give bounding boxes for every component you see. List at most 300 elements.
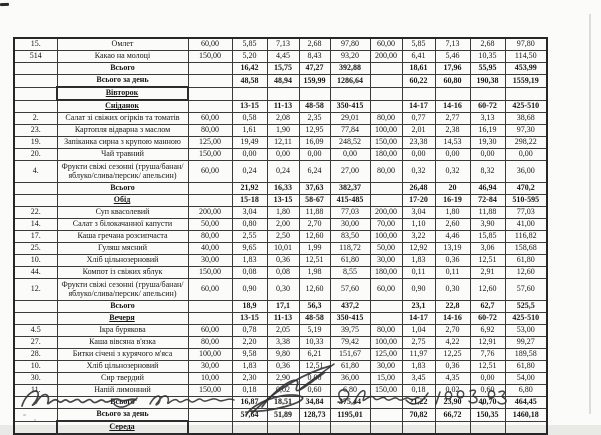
row-number: 4.5 [14,325,57,337]
value-cell: 23,1 [402,301,435,313]
value-cell: 3,38 [267,337,299,349]
value-cell: 11,88 [299,207,330,219]
value-cell [370,301,402,313]
value-cell: 30,00 [188,255,232,267]
value-cell [188,409,232,422]
value-cell: 9,58 [232,349,267,361]
scan-edge-shadow [589,14,591,414]
value-cell: 350-415 [330,100,370,113]
value-cell: 6,92 [470,325,505,337]
value-cell: 150,00 [370,137,402,149]
value-cell: 2,08 [267,113,299,125]
value-cell: 13,19 [435,243,470,255]
value-cell: 2,75 [402,337,435,349]
meal-header: Обід [57,195,188,207]
row-number: 20. [14,149,57,161]
value-cell: 4,46 [435,231,470,243]
value-cell: 26,48 [402,183,435,195]
dish-name: Чай травний [57,149,188,161]
value-cell: 2,05 [267,325,299,337]
value-cell: 5,46 [435,51,470,63]
value-cell: 48-58 [299,100,330,113]
value-cell: 80,00 [370,325,402,337]
value-cell: 39,75 [330,325,370,337]
value-cell: 19,30 [470,137,505,149]
value-cell: 34,84 [299,397,330,409]
value-cell: 14-17 [402,100,435,113]
row-number: 12. [14,279,57,301]
value-cell [188,87,232,100]
value-cell: 16,42 [232,63,267,75]
value-cell: 2,01 [402,125,435,137]
value-cell: 80,00 [188,337,232,349]
value-cell: 20 [435,183,470,195]
value-cell: 180,00 [370,149,402,161]
value-cell: 61,80 [330,361,370,373]
value-cell: 150,00 [188,385,232,397]
value-cell: 66,72 [435,409,470,422]
value-cell: 16,09 [299,137,330,149]
value-cell: 0,08 [267,267,299,279]
value-cell: 159,99 [299,75,330,88]
value-cell: 6,80 [505,385,547,397]
value-cell: 0,30 [435,279,470,301]
value-cell: 55,95 [470,63,505,75]
value-cell: 80,00 [188,231,232,243]
value-cell: 19,49 [232,137,267,149]
value-cell [370,183,402,195]
value-cell: 15,85 [470,231,505,243]
value-cell: 3,22 [402,231,435,243]
total-label: Всього за день [57,409,188,422]
value-cell: 17-20 [402,195,435,207]
row-number: 23. [14,125,57,137]
value-cell: 0,77 [402,113,435,125]
value-cell [370,313,402,325]
meal-header: Вечеря [57,313,188,325]
value-cell: 50,00 [188,219,232,231]
value-cell: 1559,19 [505,75,547,88]
value-cell: 248,52 [330,137,370,149]
value-cell: 38,68 [505,113,547,125]
dish-name: Омлет [57,38,188,51]
value-cell: 0,08 [232,267,267,279]
value-cell: 100,00 [188,349,232,361]
total-label: Всього за день [57,75,188,88]
value-cell: 11-13 [267,313,299,325]
value-cell [330,87,370,100]
value-cell [232,87,267,100]
value-cell [232,421,267,434]
value-cell: 60,00 [370,38,402,51]
value-cell: 298,22 [505,137,547,149]
value-cell: 60,80 [435,75,470,88]
dish-name: Запіканка сирна з крупою манною [57,137,188,149]
table-row [14,267,547,279]
value-cell: 0,90 [232,279,267,301]
row-number [14,421,57,434]
value-cell: 12,60 [299,231,330,243]
value-cell: 1,61 [232,125,267,137]
value-cell: 0,02 [267,385,299,397]
table-row [14,149,547,161]
value-cell: 6,21 [299,349,330,361]
value-cell [370,195,402,207]
table-row [14,313,547,325]
value-cell: 57,60 [330,279,370,301]
value-cell [188,183,232,195]
value-cell: 57,64 [232,409,267,422]
value-cell: 1,80 [435,207,470,219]
table-row [14,243,547,255]
value-cell [370,100,402,113]
value-cell: 0,24 [267,161,299,183]
value-cell: 53,00 [505,325,547,337]
dish-name: Напій лимонний [57,385,188,397]
value-cell: 61,80 [505,361,547,373]
table-row [14,421,547,434]
value-cell: 1460,18 [505,409,547,422]
value-cell: 23,38 [402,137,435,149]
dish-name: Ікра бурякова [57,325,188,337]
value-cell: 6,80 [330,385,370,397]
value-cell: 80,00 [370,161,402,183]
value-cell: 50,00 [370,243,402,255]
value-cell: 0,30 [267,279,299,301]
value-cell: 48,94 [267,75,299,88]
row-number: 11. [14,385,57,397]
value-cell: 0,90 [402,279,435,301]
table-row [14,325,547,337]
value-cell: 200,00 [370,51,402,63]
value-cell: 6,24 [299,161,330,183]
value-cell: 0,58 [232,113,267,125]
row-number: 14. [14,219,57,231]
value-cell: 72-84 [470,195,505,207]
value-cell: 5,85 [232,38,267,51]
table-row [14,219,547,231]
value-cell [188,313,232,325]
dish-name: Какао на молоці [57,51,188,63]
value-cell: 0,18 [232,385,267,397]
value-cell: 30,00 [370,361,402,373]
value-cell: 51,89 [267,409,299,422]
value-cell: 189,58 [505,349,547,361]
value-cell: 54,00 [505,373,547,385]
row-number [14,409,57,422]
value-cell: 180,00 [370,267,402,279]
table-row [14,373,547,385]
value-cell: 0,36 [435,361,470,373]
value-cell: 0,60 [470,385,505,397]
value-cell: 12,60 [299,279,330,301]
value-cell: 2,90 [267,373,299,385]
value-cell: 1286,64 [330,75,370,88]
value-cell: 2,38 [435,125,470,137]
dish-name: Сир твердий [57,373,188,385]
value-cell: 36,00 [330,373,370,385]
value-cell [370,87,402,100]
value-cell: 61,80 [330,255,370,267]
value-cell: 151,67 [330,349,370,361]
value-cell: 150,00 [188,149,232,161]
value-cell: 0,36 [267,361,299,373]
value-cell: 453,99 [505,63,547,75]
value-cell: 510-595 [505,195,547,207]
value-cell: 375,44 [330,397,370,409]
value-cell: 0,00 [470,149,505,161]
value-cell: 0,00 [330,149,370,161]
value-cell: 2,60 [435,219,470,231]
value-cell: 10,35 [470,51,505,63]
value-cell: 1,10 [402,219,435,231]
value-cell: 12,92 [402,243,435,255]
dish-name: Хліб цільнозерновий [57,361,188,373]
row-number: 15. [14,38,57,51]
value-cell: 12,51 [470,255,505,267]
value-cell: 150,35 [470,409,505,422]
value-cell: 18,51 [267,397,299,409]
table-row [14,231,547,243]
row-number: 514 [14,51,57,63]
value-cell: 17,1 [267,301,299,313]
value-cell [435,87,470,100]
value-cell: 470,2 [505,183,547,195]
value-cell: 190,38 [470,75,505,88]
value-cell [370,421,402,434]
value-cell [505,87,547,100]
value-cell: 99,27 [505,337,547,349]
value-cell: 0,00 [299,373,330,385]
row-number: 30. [14,373,57,385]
meal-header: Сніданок [57,100,188,113]
value-cell: 58-67 [299,195,330,207]
value-cell: 16,19 [470,125,505,137]
value-cell: 2,70 [435,325,470,337]
value-cell: 2,50 [267,231,299,243]
value-cell: 1,80 [267,207,299,219]
dish-name: Битки січені з курячого м'яса [57,349,188,361]
value-cell [188,100,232,113]
value-cell: 2,30 [232,373,267,385]
table-row [14,337,547,349]
scan-speck [0,3,9,6]
day-header: Середа [57,421,188,434]
row-number [14,63,57,75]
table-row [14,279,547,301]
value-cell: 8,43 [299,51,330,63]
value-cell: 150,00 [188,51,232,63]
row-number [14,100,57,113]
value-cell: 125,00 [188,137,232,149]
row-number: 22. [14,207,57,219]
value-cell: 0,11 [402,267,435,279]
value-cell: 97,30 [505,125,547,137]
value-cell: 83,50 [330,231,370,243]
value-cell: 14-17 [402,313,435,325]
value-cell: 0,02 [435,385,470,397]
row-number [14,313,57,325]
value-cell: 80,00 [188,125,232,137]
value-cell [299,421,330,434]
dish-name: Фрукти свіжі сезонні (груша/банан/ яблуко/слива/персик/ апельсин) [57,161,188,183]
value-cell: 60,22 [402,75,435,88]
value-cell: 128,73 [299,409,330,422]
value-cell: 158,68 [505,243,547,255]
value-cell: 16,87 [232,397,267,409]
value-cell: 40,00 [188,243,232,255]
value-cell: 77,03 [330,207,370,219]
value-cell: 200,00 [370,207,402,219]
value-cell [267,87,299,100]
value-cell: 3,13 [470,113,505,125]
value-cell: 2,77 [435,113,470,125]
value-cell: 29,01 [330,113,370,125]
table-row [14,51,547,63]
value-cell: 21,92 [232,183,267,195]
value-cell: 9,80 [267,349,299,361]
dish-name: Суп квасолевий [57,207,188,219]
dish-name: Салат зі свіжих огірків та томатів [57,113,188,125]
value-cell [188,75,232,88]
value-cell: 97,80 [330,38,370,51]
value-cell: 36,00 [505,161,547,183]
value-cell: 0,00 [505,149,547,161]
table-row [14,137,547,149]
value-cell: 16-19 [435,195,470,207]
table-row [14,255,547,267]
value-cell: 100,00 [370,231,402,243]
value-cell: 350-415 [330,313,370,325]
row-number [14,75,57,88]
value-cell: 415-485 [330,195,370,207]
value-cell: 16,33 [267,183,299,195]
menu-nutrition-table [13,37,548,435]
value-cell: 2,35 [299,113,330,125]
value-cell [370,63,402,75]
value-cell: 0,00 [232,149,267,161]
row-number: 19. [14,137,57,149]
total-label: Всього [57,397,188,409]
table-row [14,113,547,125]
value-cell: 1,99 [299,243,330,255]
value-cell: 0,00 [299,149,330,161]
row-number: 28. [14,349,57,361]
value-cell: 30,00 [330,219,370,231]
value-cell: 14,53 [435,137,470,149]
value-cell: 37,63 [299,183,330,195]
value-cell: 0,00 [402,149,435,161]
table-row [14,75,547,88]
value-cell: 100,00 [370,125,402,137]
value-cell: 437,2 [330,301,370,313]
row-number: 44. [14,267,57,279]
value-cell: 15-18 [232,195,267,207]
value-cell: 2,68 [470,38,505,51]
dish-name: Картопля відварна з маслом [57,125,188,137]
value-cell: 27,00 [330,161,370,183]
value-cell: 1,04 [402,325,435,337]
value-cell: 2,55 [232,231,267,243]
value-cell: 7,13 [435,38,470,51]
value-cell [402,87,435,100]
value-cell: 46,94 [470,183,505,195]
value-cell: 14-16 [435,100,470,113]
table-row [14,63,547,75]
total-label: Всього [57,63,188,75]
value-cell: 11,88 [470,207,505,219]
value-cell [402,421,435,434]
value-cell: 0,80 [232,219,267,231]
row-number: 27. [14,337,57,349]
value-cell [370,409,402,422]
value-cell: 1,98 [299,267,330,279]
value-cell [267,421,299,434]
value-cell: 0,78 [232,325,267,337]
row-number [14,301,57,313]
value-cell: 30,00 [188,361,232,373]
value-cell: 425-510 [505,100,547,113]
value-cell: 1,83 [402,255,435,267]
value-cell: 5,19 [299,325,330,337]
value-cell: 118,72 [330,243,370,255]
row-number: 10. [14,361,57,373]
dish-name: Хліб цільнозерновий [57,255,188,267]
value-cell: 12,91 [470,337,505,349]
value-cell [188,63,232,75]
value-cell: 12,60 [505,267,547,279]
value-cell: 48,58 [232,75,267,88]
total-label: Всього [57,183,188,195]
value-cell: 464,45 [505,397,547,409]
value-cell: 4,45 [267,51,299,63]
value-cell [505,421,547,434]
value-cell: 0,00 [267,149,299,161]
dish-name: Компот із свіжих яблук [57,267,188,279]
value-cell: 70,00 [370,219,402,231]
day-header: Вівторок [57,87,188,100]
value-cell: 0,11 [435,267,470,279]
row-number [14,87,57,100]
value-cell: 1,90 [267,125,299,137]
value-cell [470,87,505,100]
value-cell: 2,68 [299,38,330,51]
value-cell: 15,75 [267,63,299,75]
table-row [14,349,547,361]
value-cell: 13-15 [232,100,267,113]
value-cell: 93,20 [330,51,370,63]
value-cell: 40,70 [470,397,505,409]
value-cell: 0,36 [267,255,299,267]
value-cell: 10,33 [299,337,330,349]
row-number [14,183,57,195]
value-cell: 0,18 [402,385,435,397]
table-row [14,207,547,219]
value-cell: 14-16 [435,313,470,325]
value-cell: 22,8 [435,301,470,313]
value-cell [299,87,330,100]
value-cell: 30,00 [370,255,402,267]
value-cell: 6,41 [402,51,435,63]
value-cell: 0,00 [470,373,505,385]
total-label: Всього [57,301,188,313]
table-row [14,361,547,373]
value-cell: 3,45 [402,373,435,385]
dish-name: Гуляш мясний [57,243,188,255]
value-cell: 12,25 [435,349,470,361]
value-cell: 12,11 [267,137,299,149]
value-cell: 23,90 [435,397,470,409]
